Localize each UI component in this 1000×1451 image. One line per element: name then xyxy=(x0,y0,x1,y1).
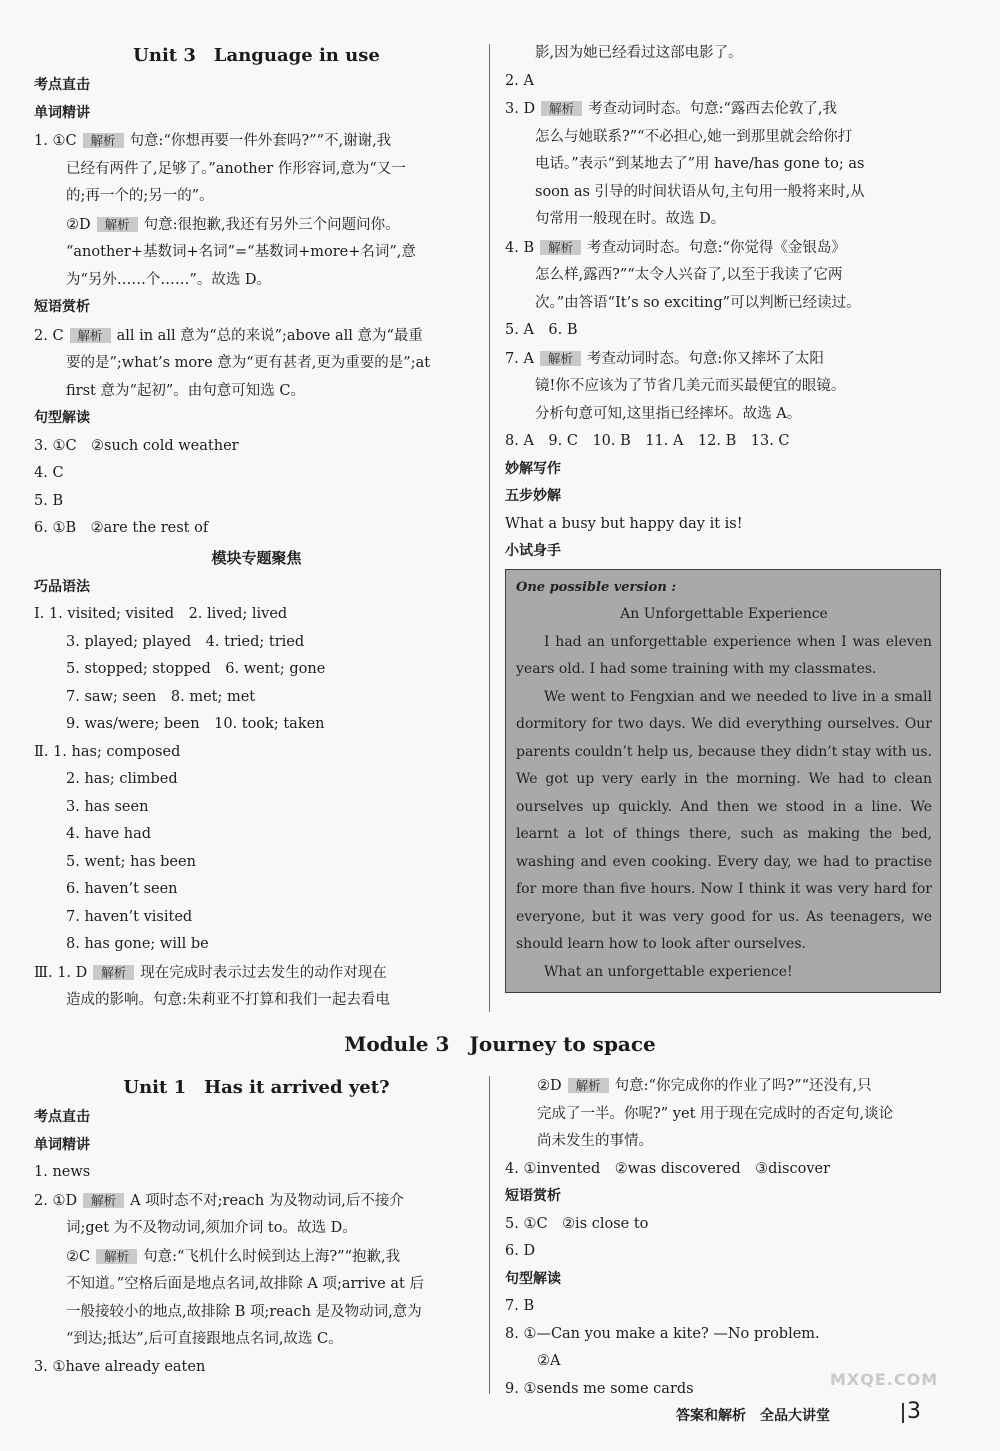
answer-text: 完成了一半。你呢?” yet 用于现在完成时的否定句,谈论 xyxy=(537,1105,894,1122)
answer-line xyxy=(34,183,479,211)
analysis-tag: 解析 xyxy=(568,1078,609,1093)
answer-text: 8. ①—Can you make a kite? —No problem. xyxy=(505,1325,820,1342)
watermark: MXQE.COM xyxy=(830,1370,939,1389)
answer-line xyxy=(34,378,479,406)
answer-line xyxy=(34,433,479,461)
answer-text: 词;get 为不及物动词,须加介词 to。故选 D。 xyxy=(66,1220,357,1236)
question-number: 7. A xyxy=(505,350,534,367)
question-number: 1. ①C xyxy=(34,133,77,149)
answer-text: 3. ①have already eaten xyxy=(34,1358,206,1375)
answer-text: What a busy but happy day it is! xyxy=(505,515,743,532)
answer-line xyxy=(34,460,479,488)
answer-line xyxy=(34,904,479,932)
answer-text: 7. B xyxy=(505,1298,535,1314)
answer-line xyxy=(34,1271,479,1299)
section-heading: 巧品语法 xyxy=(34,578,90,595)
answer-text: 5. A 6. B xyxy=(505,322,578,338)
answer-line xyxy=(505,511,950,539)
answer-line xyxy=(34,629,479,657)
analysis-tag: 解析 xyxy=(70,328,111,343)
answer-line xyxy=(34,211,479,240)
section-heading: 单词精讲 xyxy=(34,1136,90,1153)
unit-title: Unit 3 Language in use xyxy=(133,45,380,66)
answer-line xyxy=(34,1159,479,1187)
answer-text: 4. have had xyxy=(66,826,152,842)
answer-line xyxy=(505,317,950,345)
answer-line xyxy=(34,1299,479,1327)
answer-text: 8. has gone; will be xyxy=(66,936,209,952)
answer-line xyxy=(505,1293,950,1321)
answer-line xyxy=(34,766,479,794)
answer-line xyxy=(505,345,950,374)
answer-text: 7. haven’t visited xyxy=(66,908,193,925)
answer-line xyxy=(505,1321,950,1349)
analysis-tag: 解析 xyxy=(541,101,582,116)
answer-text: Ⅱ. 1. has; composed xyxy=(34,743,181,760)
answer-text: “another+基数词+名词”=“基数词+more+名词”,意 xyxy=(66,244,416,260)
answer-line xyxy=(505,1238,950,1266)
answer-text: 不知道。”空格后面是地点名词,故排除 A 项;arrive at 后 xyxy=(66,1276,424,1292)
answer-line xyxy=(34,156,479,184)
answer-text: 句意:“飞机什么时候到达上海?”“抱歉,我 xyxy=(143,1248,401,1265)
answer-line xyxy=(34,350,479,378)
answer-line xyxy=(505,262,950,290)
answer-line xyxy=(505,1128,950,1156)
unit-title: Unit 1 Has it arrived yet? xyxy=(123,1077,390,1098)
bottom-left-column xyxy=(34,1072,479,1381)
answer-text: 考查动词时态。句意:“你觉得《金银岛》 xyxy=(587,239,846,256)
answer-line xyxy=(505,428,950,456)
answer-text: Ⅰ. 1. visited; visited 2. lived; lived xyxy=(34,606,288,622)
section-heading: 短语赏析 xyxy=(34,299,90,315)
answer-text: 怎么样,露西?”“太令人兴奋了,以至于我读了它两 xyxy=(535,267,843,283)
answer-line xyxy=(34,849,479,877)
section-heading: 五步妙解 xyxy=(505,488,561,504)
footer-divider xyxy=(902,1403,904,1423)
answer-text: 造成的影响。句意:朱莉亚不打算和我们一起去看电 xyxy=(66,992,390,1008)
answer-line xyxy=(505,124,950,152)
answer-text: first 意为“起初”。由句意可知选 C。 xyxy=(66,382,306,399)
module-title: Module 3 Journey to space xyxy=(344,1032,656,1056)
essay-paragraph: We went to Fengxian and we needed to live in a small dormitory for two days. We did everything ourselves. Our parents couldn’t help us, because they didn’t stay with us. We got up very early in the morning. We had to clean ourselves up quickly. And then we stood in a line. We learnt a lot of things there, such as making the bed, washing and even cooking. Every day, we had to practise for more than five hours. Now I think it was very hard for everyone, but it was very good for us. As teenagers, we should learn how to look after ourselves. xyxy=(516,688,932,952)
answer-list xyxy=(505,1072,950,1403)
answer-list xyxy=(34,72,479,1015)
section-heading: 短语赏析 xyxy=(505,1188,561,1204)
answer-line xyxy=(34,987,479,1015)
answer-line xyxy=(505,1211,950,1239)
answer-text: 考查动词时态。句意:你又摔坏了太阳 xyxy=(586,350,824,367)
analysis-tag: 解析 xyxy=(96,1249,137,1264)
answer-text: 考查动词时态。句意:“露西去伦敦了,我 xyxy=(588,101,837,117)
question-number: 3. D xyxy=(505,101,536,117)
answer-line xyxy=(34,127,479,156)
essay-title: An Unforgettable Experience xyxy=(620,606,828,622)
answer-text: 2. A xyxy=(505,72,534,89)
section-heading: 考点直击 xyxy=(34,77,90,93)
answer-text: 的;再一个的;另一的”。 xyxy=(66,188,214,204)
question-number: ②D xyxy=(537,1078,562,1094)
answer-text: A 项时态不对;reach 为及物动词,后不接介 xyxy=(130,1192,404,1209)
answer-text: all in all 意为“总的来说”;above all 意为“最重 xyxy=(116,327,423,344)
answer-line xyxy=(505,68,950,96)
answer-line xyxy=(505,40,950,68)
answer-text: 9. ①sends me some cards xyxy=(505,1380,694,1397)
answer-text: “到达;抵达”,后可直接跟地点名词,故选 C。 xyxy=(66,1331,343,1347)
answer-line xyxy=(34,267,479,295)
answer-line xyxy=(34,739,479,767)
answer-line xyxy=(34,656,479,684)
question-number: ②D xyxy=(66,216,91,233)
answer-text: 5. stopped; stopped 6. went; gone xyxy=(66,661,326,677)
answer-line xyxy=(505,290,950,318)
answer-list xyxy=(34,1104,479,1381)
answer-line xyxy=(505,1072,950,1101)
answer-line xyxy=(505,1156,950,1184)
answer-line xyxy=(505,373,950,401)
answer-line xyxy=(34,821,479,849)
answer-line xyxy=(505,234,950,263)
answer-line xyxy=(34,794,479,822)
answer-text: 8. A 9. C 10. B 11. A 12. B 13. C xyxy=(505,433,790,449)
answer-line xyxy=(34,1326,479,1354)
answer-line xyxy=(34,1215,479,1243)
answer-text: 6. D xyxy=(505,1243,536,1259)
essay-version-label: One possible version : xyxy=(516,579,677,595)
answer-text: 句常用一般现在时。故选 D。 xyxy=(535,211,726,227)
answer-text: 5. went; has been xyxy=(66,853,196,870)
answer-text: 4. C xyxy=(34,465,64,481)
answer-line xyxy=(505,1101,950,1129)
bottom-right-column xyxy=(505,1072,950,1403)
essay-paragraph: What an unforgettable experience! xyxy=(544,963,793,980)
analysis-tag: 解析 xyxy=(97,217,138,232)
analysis-tag: 解析 xyxy=(93,965,134,980)
answer-text: 现在完成时表示过去发生的动作对现在 xyxy=(140,964,387,981)
question-number: 2. C xyxy=(34,327,64,344)
answer-text: 要的是”;what’s more 意为“更有甚者,更为重要的是”;at xyxy=(66,355,431,371)
answer-line xyxy=(505,151,950,179)
answer-text: 9. was/were; been 10. took; taken xyxy=(66,716,325,732)
section-heading: 句型解读 xyxy=(34,410,90,426)
answer-text: 镜!你不应该为了节省几美元而买最便宜的眼镜。 xyxy=(535,378,846,394)
question-number: Ⅲ. 1. D xyxy=(34,964,88,981)
answer-text: 6. ①B ②are the rest of xyxy=(34,520,209,536)
answer-line xyxy=(34,515,479,543)
answer-text: 7. saw; seen 8. met; met xyxy=(66,688,256,705)
section-heading: 单词精讲 xyxy=(34,104,90,121)
question-number: 4. B xyxy=(505,239,535,256)
answer-text: 2. has; climbed xyxy=(66,771,178,787)
question-number: ②C xyxy=(66,1248,91,1265)
answer-line xyxy=(505,179,950,207)
answer-text: 句意:“你完成你的作业了吗?”“还没有,只 xyxy=(614,1078,872,1094)
answer-line xyxy=(34,601,479,629)
answer-text: 已经有两件了,足够了。”another 作形容词,意为“又一 xyxy=(66,160,406,177)
answer-line xyxy=(34,322,479,351)
answer-line xyxy=(505,95,950,124)
section-heading: 考点直击 xyxy=(34,1109,90,1125)
answer-line xyxy=(34,959,479,988)
answer-line xyxy=(34,931,479,959)
answer-text: 6. haven’t seen xyxy=(66,881,178,897)
page-number: 3 xyxy=(907,1399,921,1424)
answer-text: 3. played; played 4. tried; tried xyxy=(66,633,305,650)
answer-text: 影,因为她已经看过这部电影了。 xyxy=(535,45,743,61)
section-heading: 妙解写作 xyxy=(505,460,561,477)
column-divider xyxy=(489,44,490,1012)
answer-list xyxy=(505,40,950,566)
footer-label: 答案和解析 全品大讲堂 xyxy=(676,1408,830,1424)
column-divider xyxy=(489,1076,490,1394)
answer-line xyxy=(34,1243,479,1272)
answer-text: 5. B xyxy=(34,492,64,509)
answer-line xyxy=(34,239,479,267)
section-heading: 小试身手 xyxy=(505,543,561,559)
analysis-tag: 解析 xyxy=(540,351,581,366)
answer-text: 尚未发生的事情。 xyxy=(537,1133,653,1149)
answer-text: 5. ①C ②is close to xyxy=(505,1215,649,1232)
answer-line xyxy=(34,711,479,739)
answer-line xyxy=(505,401,950,429)
sample-essay-box xyxy=(505,569,941,994)
answer-text: 3. ①C ②such cold weather xyxy=(34,437,239,454)
answer-line xyxy=(505,206,950,234)
analysis-tag: 解析 xyxy=(83,133,124,148)
answer-line xyxy=(34,1354,479,1382)
answer-text: 怎么与她联系?”“不必担心,她一到那里就会给你打 xyxy=(535,128,853,145)
answer-line xyxy=(34,684,479,712)
essay-paragraph: I had an unforgettable experience when I was eleven years old. I had some training with my classmates. xyxy=(516,633,932,677)
section-title: 模块专题聚焦 xyxy=(211,548,302,567)
top-left-column xyxy=(34,40,479,1015)
section-heading: 句型解读 xyxy=(505,1270,561,1287)
answer-text: 次。”由答语“It’s so exciting”可以判断已经读过。 xyxy=(535,294,861,311)
answer-line xyxy=(34,1187,479,1216)
answer-text: 一般接较小的地点,故排除 B 项;reach 是及物动词,意为 xyxy=(66,1303,422,1320)
top-right-column xyxy=(505,40,950,993)
answer-text: ②A xyxy=(537,1353,561,1369)
answer-text: soon as 引导的时间状语从句,主句用一般将来时,从 xyxy=(535,183,865,200)
answer-text: 分析句意可知,这里指已经摔坏。故选 A。 xyxy=(535,405,802,422)
question-number: 2. ①D xyxy=(34,1192,78,1209)
answer-text: 1. news xyxy=(34,1164,91,1180)
answer-line xyxy=(34,876,479,904)
answer-text: 句意:“你想再要一件外套吗?”“不,谢谢,我 xyxy=(129,133,392,149)
analysis-tag: 解析 xyxy=(83,1193,124,1208)
answer-text: 为“另外……个……”。故选 D。 xyxy=(66,271,272,288)
answer-line xyxy=(34,488,479,516)
analysis-tag: 解析 xyxy=(540,240,581,255)
answer-text: 4. ①invented ②was discovered ③discover xyxy=(505,1160,831,1177)
answer-text: 3. has seen xyxy=(66,798,149,815)
answer-text: 电话。”表示“到某地去了”用 have/has gone to; as xyxy=(535,156,865,172)
answer-text: 句意:很抱歉,我还有另外三个问题问你。 xyxy=(143,216,400,233)
